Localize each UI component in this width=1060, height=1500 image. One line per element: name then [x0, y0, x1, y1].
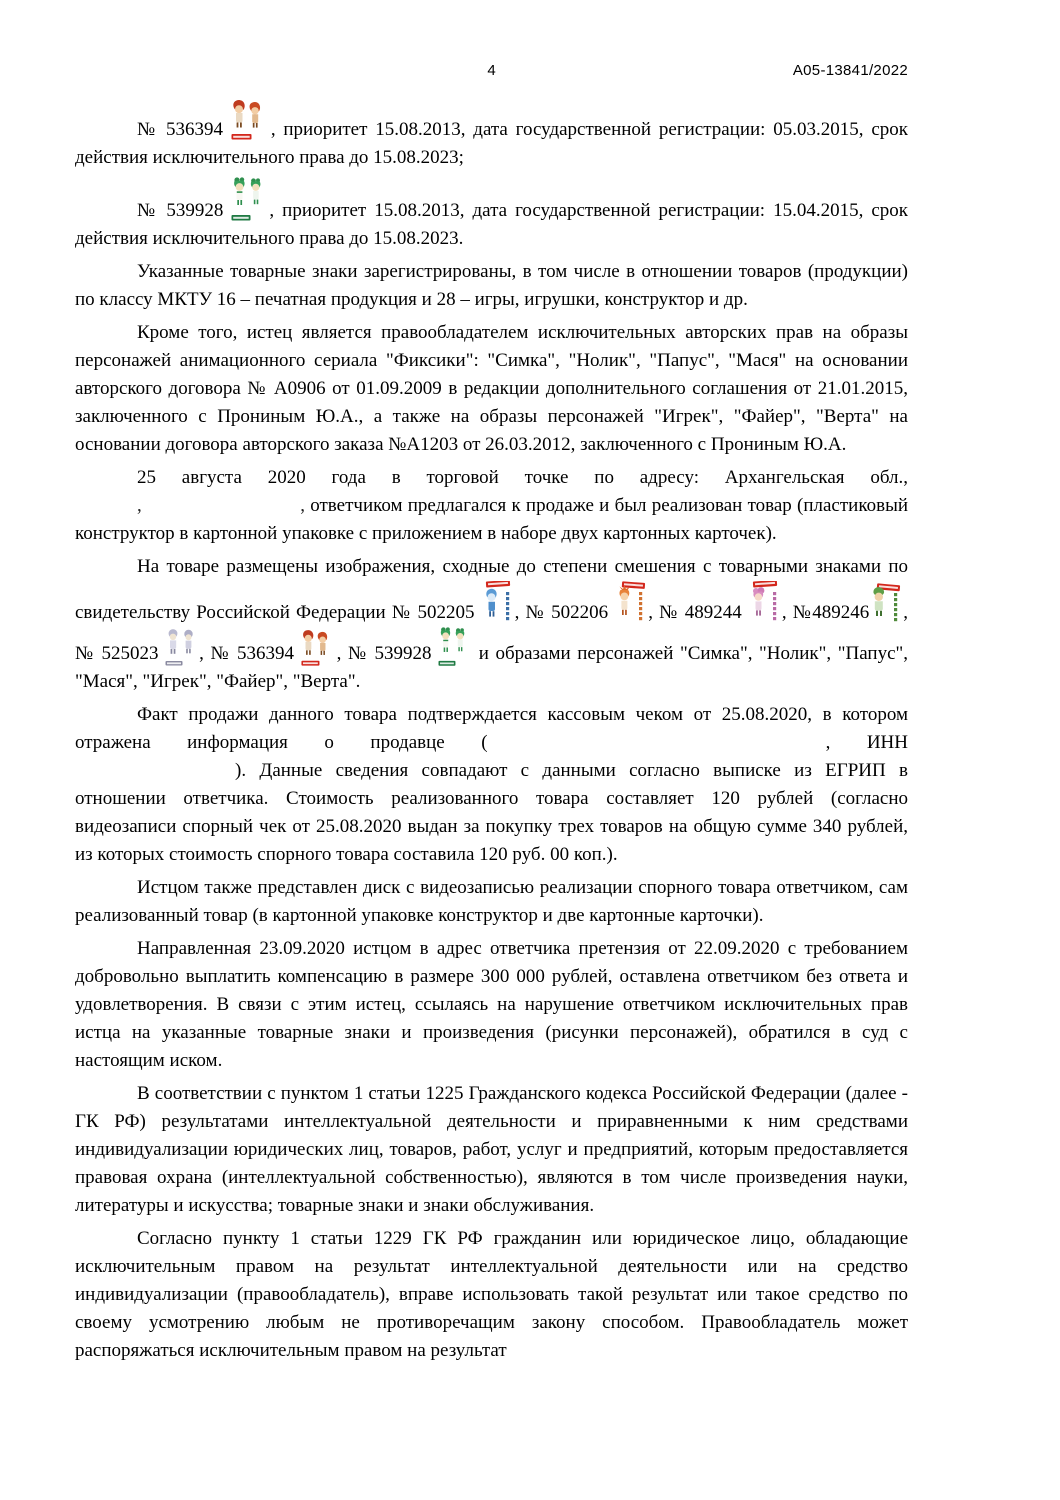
case-number: А05-13841/2022: [792, 62, 908, 79]
paragraph-text: , № 489244: [648, 602, 742, 623]
paragraph-text: Согласно пункту 1 статьи 1229 ГК РФ гражданин или юридическое лицо, обладающие исключительным правом на результат интеллектуальной деятельности или на средство индивидуализации (правообладатель), вправе использовать такой результат или такое средство по своему усмотрению любым не противоречащим закону способом. Правообладатель может распоряжаться исключительным правом на результат: [75, 1228, 908, 1361]
document-body: [75, 100, 908, 1365]
paragraph-text: , ИНН: [825, 732, 908, 753]
paragraph-text: и образами персонажей "Симка", "Нолик", "Папус", "Мася", "Игрек", "Файер", "Верта".: [75, 643, 909, 692]
trademark-539928-verta-characters-icon: [231, 177, 269, 223]
paragraph-claim-letter: [75, 935, 908, 1075]
page-header: [75, 0, 908, 82]
trademark-489246-papus-icon: [869, 583, 903, 627]
trademark-539928-verta-characters-icon: [438, 627, 472, 668]
paragraph-text: В соответствии с пунктом 1 статьи 1225 Гражданского кодекса Российской Федерации (далее - ГК РФ) результатами интеллектуальной деятельности и приравненными к ним средствами индивидуализации юридических лиц, товаров, работ, услуг и предприятий, которым предоставляется правовая охрана (интеллектуальной собственностью), являются в том числе произведения науки, литературы и искусства; товарные знаки и знаки обслуживания.: [75, 1083, 908, 1216]
paragraph-text: № 536394: [137, 119, 223, 140]
trademark-536394-fire-characters-icon: [301, 630, 337, 668]
paragraph-text: , № 525023: [75, 602, 908, 664]
paragraph-text: Истцом также представлен диск с видеозаписью реализации спорного товара ответчиком, сам реализованный товар (в картонной упаковке конструктор и две картонные карточки).: [75, 877, 908, 926]
paragraph-sale-event: [75, 464, 908, 548]
redaction-mark: ,: [300, 495, 305, 516]
paragraph-text: , № 536394: [199, 643, 295, 664]
paragraph-text: Указанные товарные знаки зарегистрированы, в том числе в отношении товаров (продукции) по классу МКТУ 16 – печатная продукция и 28 – игры, игрушки, конструктор и др.: [75, 261, 908, 310]
paragraph-text: Факт продажи данного товара подтверждается кассовым чеком от 25.08.2020, в котором отражена информация о продавце (: [75, 704, 908, 753]
paragraph-law-1229: [75, 1225, 908, 1365]
paragraph-evidence-disk: [75, 874, 908, 930]
paragraph-text: , № 539928: [336, 643, 432, 664]
trademark-502206-simka-icon: [614, 581, 648, 627]
paragraph-text: , приоритет 15.08.2013, дата государственной регистрации: 05.03.2015, срок действия исключительного права до 15.08.2023;: [75, 119, 908, 168]
paragraph-text: 25 августа 2020 года в торговой точке по адресу: Архангельская обл.,: [137, 467, 908, 488]
paragraph-law-1225: [75, 1080, 908, 1220]
trademark-525023-igrek-icon: [165, 628, 199, 668]
paragraph-text: Кроме того, истец является правообладателем исключительных авторских прав на образы персонажей анимационного сериала "Фиксики": "Симка", "Нолик", "Папус", "Мася" на основании авторского договора № А0906 от 01.09.2009 в редакции дополнительного соглашения от 21.01.2015, заключенного с Прониным Ю.А., а также на образы персонажей "Игрек", "Файер", "Верта" на основании договора авторского заказа №А1203 от 26.03.2012, заключенного с Прониным Ю.А.: [75, 322, 908, 455]
trademark-502205-nolik-icon: [481, 581, 515, 627]
paragraph-text: ответчиком предлагался к продаже и был реализован товар (пластиковый конструктор в картонной упаковке с приложением в наборе двух картонных карточек).: [75, 495, 908, 544]
paragraph-trademark-536394: [75, 100, 908, 172]
paragraph-trademark-539928: [75, 177, 908, 253]
paragraph-sale-proof: [75, 701, 908, 869]
redaction-mark: ,: [137, 495, 142, 516]
paragraph-text: Направленная 23.09.2020 истцом в адрес ответчика претензия от 22.09.2020 с требованием добровольно выплатить компенсацию в размере 300 000 рублей, оставлена ответчиком без ответа и удовлетворения. В связи с этим истец, ссылаясь на нарушение ответчиком исключительных прав истца на указанные товарные знаки и произведения (рисунки персонажей), обратился в суд с настоящим иском.: [75, 938, 908, 1071]
trademark-536394-fire-characters-icon: [231, 100, 271, 142]
page-number: 4: [487, 62, 496, 79]
redacted-address: [75, 492, 305, 520]
paragraph-text: № 539928: [137, 200, 224, 221]
paragraph-trademark-list: [75, 553, 908, 696]
paragraph-text: ). Данные сведения совпадают с данными согласно выписке из ЕГРИП в отношении ответчика. Стоимость реализованного товара составляет 120 рублей (согласно видеозаписи спорный чек от 25.08.2020 выдан за покупку трех товаров на общую сумме 340 рублей, из которых стоимость спорного товара составила 120 руб. 00 коп.).: [75, 760, 908, 865]
paragraph-text: , приоритет 15.08.2013, дата государственной регистрации: 15.04.2015, срок действия исключительного права до 15.08.2023.: [75, 200, 909, 249]
trademark-489244-masia-icon: [748, 581, 782, 627]
paragraph-trademark-classes: [75, 258, 908, 314]
paragraph-text: , № 502206: [514, 602, 609, 623]
paragraph-text: , №489246: [781, 602, 870, 623]
paragraph-text: На товаре размещены изображения, сходные до степени смешения с товарными знаками по свидетельству Российской Федерации № 502205: [75, 556, 908, 623]
paragraph-author-rights: [75, 319, 908, 459]
